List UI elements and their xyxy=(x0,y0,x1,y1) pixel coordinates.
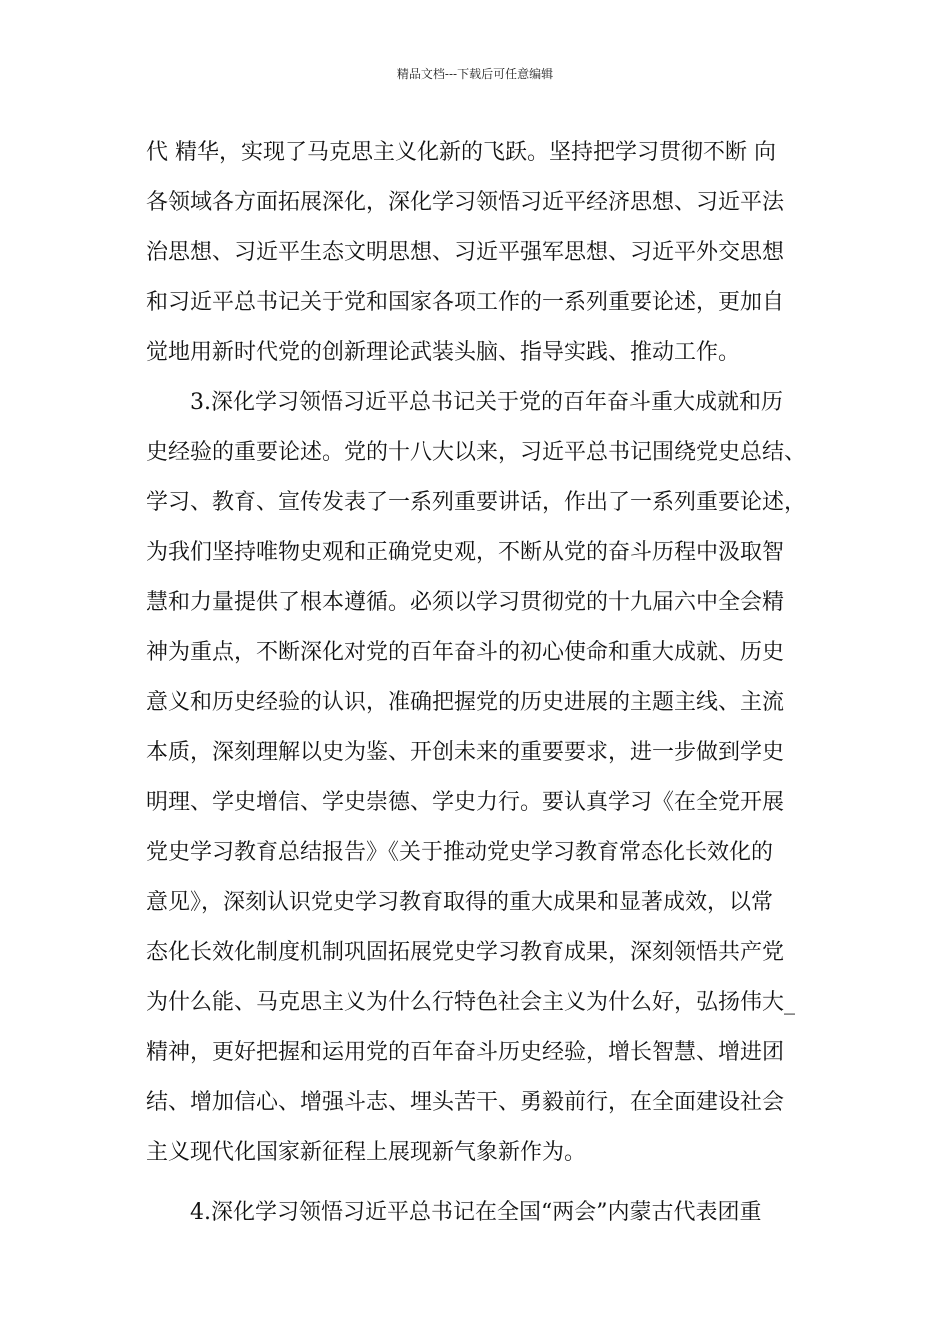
text-line: 精神，更好把握和运用党的百年奋斗历史经验，增长智慧、增进团 xyxy=(146,1040,785,1065)
text-line: 各领域各方面拓展深化，深化学习领悟习近平经济思想、习近平法 xyxy=(146,190,785,215)
text-line: 代 精华，实现了马克思主义化新的飞跃。坚持把学习贯彻不断 向 xyxy=(146,140,776,165)
text-line: 结、增加信心、增强斗志、埋头苦干、勇毅前行，在全面建设社会 xyxy=(146,1090,785,1115)
paragraph-heading-3: 3.深化学习领悟习近平总书记关于党的百年奋斗重大成就和历 xyxy=(190,390,783,415)
text-line: 为我们坚持唯物史观和正确党史观，不断从党的奋斗历程中汲取智 xyxy=(146,540,785,565)
text-line: 明理、学史增信、学史崇德、学史力行。要认真学习《在全党开展 xyxy=(146,790,785,815)
text-line: 为什么能、马克思主义为什么行特色社会主义为什么好，弘扬伟大_ xyxy=(146,990,796,1015)
text-line: 慧和力量提供了根本遵循。必须以学习贯彻党的十九届六中全会精 xyxy=(146,590,785,615)
text-line: 意见》，深刻认识党史学习教育取得的重大成果和显著成效，以常 xyxy=(146,890,774,915)
text-line: 学习、教育、宣传发表了一系列重要讲话，作出了一系列重要论述， xyxy=(146,490,807,515)
text-line: 意义和历史经验的认识，准确把握党的历史进展的主题主线、主流 xyxy=(146,690,785,715)
page-header: 精品文档---下载后可任意编辑 xyxy=(396,67,554,81)
text-line: 治思想、习近平生态文明思想、习近平强军思想、习近平外交思想 xyxy=(146,240,785,265)
text-line: 神为重点，不断深化对党的百年奋斗的初心使命和重大成就、历史 xyxy=(146,640,785,665)
text-line: 本质，深刻理解以史为鉴、开创未来的重要要求，进一步做到学史 xyxy=(146,740,785,765)
text-line: 和习近平总书记关于党和国家各项工作的一系列重要论述，更加自 xyxy=(146,290,785,315)
paragraph-heading-4: 4.深化学习领悟习近平总书记在全国“两会”内蒙古代表团重 xyxy=(190,1200,762,1225)
text-line: 史经验的重要论述。党的十八大以来，习近平总书记围绕党史总结、 xyxy=(146,440,807,465)
text-line: 党史学习教育总结报告》《关于推动党史学习教育常态化长效化的 xyxy=(146,840,774,865)
text-line: 觉地用新时代党的创新理论武装头脑、指导实践、推动工作。 xyxy=(146,340,741,365)
text-line: 态化长效化制度机制巩固拓展党史学习教育成果，深刻领悟共产党 xyxy=(146,940,785,965)
text-line: 主义现代化国家新征程上展现新气象新作为。 xyxy=(146,1140,587,1165)
